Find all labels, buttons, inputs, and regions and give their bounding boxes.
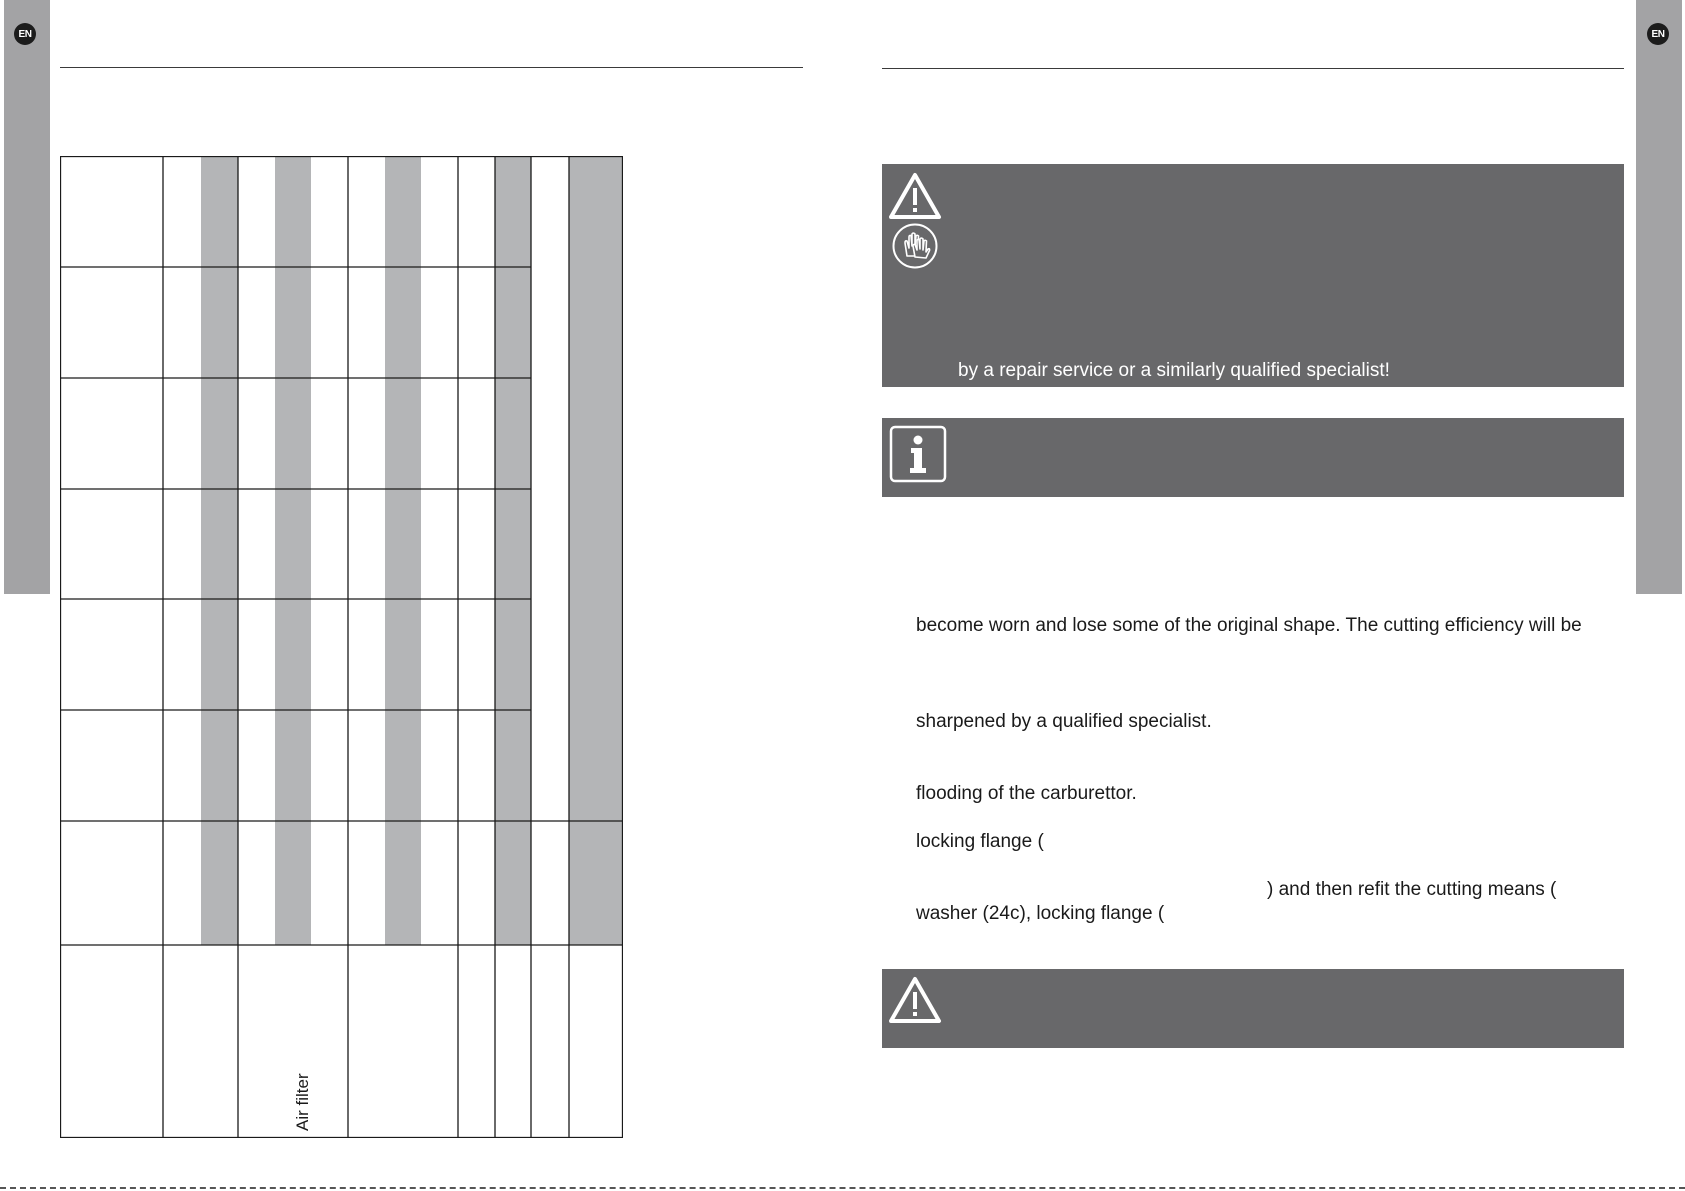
right-header-rule	[882, 68, 1624, 69]
body-text-line: ) and then refit the cutting means (	[1267, 879, 1557, 900]
shaded-column	[385, 157, 421, 945]
left-side-strip	[4, 0, 50, 594]
shaded-column	[201, 157, 238, 945]
bottom-dashed-rule	[0, 1187, 1685, 1189]
shaded-column	[569, 157, 622, 945]
info-box	[882, 418, 1624, 497]
body-text-line: flooding of the carburettor.	[916, 783, 1137, 804]
warning-triangle-icon	[888, 172, 942, 220]
body-text-line: become worn and lose some of the original shape. The cutting efficiency will be	[916, 615, 1582, 636]
info-icon	[889, 425, 947, 483]
right-side-strip	[1636, 0, 1682, 594]
maintenance-table-grid	[60, 156, 623, 1138]
protective-gloves-icon	[891, 222, 939, 270]
warning-triangle-icon	[888, 976, 942, 1024]
body-text-line: locking flange (	[916, 831, 1044, 852]
shaded-column	[495, 157, 531, 945]
body-text-line: sharpened by a qualified specialist.	[916, 711, 1212, 732]
shaded-column	[275, 157, 311, 945]
language-badge-left: EN	[14, 23, 36, 45]
warning-box	[882, 164, 1624, 387]
table-border	[61, 157, 623, 1138]
bottom-warning-box	[882, 969, 1624, 1048]
maintenance-table	[60, 156, 623, 1138]
warning-box-line: by a repair service or a similarly qualified specialist!	[958, 360, 1390, 381]
left-header-rule	[60, 67, 803, 68]
column-label-air-filter: Air filter	[293, 1073, 312, 1131]
language-badge-right: EN	[1647, 23, 1669, 45]
body-text-line: washer (24c), locking flange (	[916, 903, 1165, 924]
